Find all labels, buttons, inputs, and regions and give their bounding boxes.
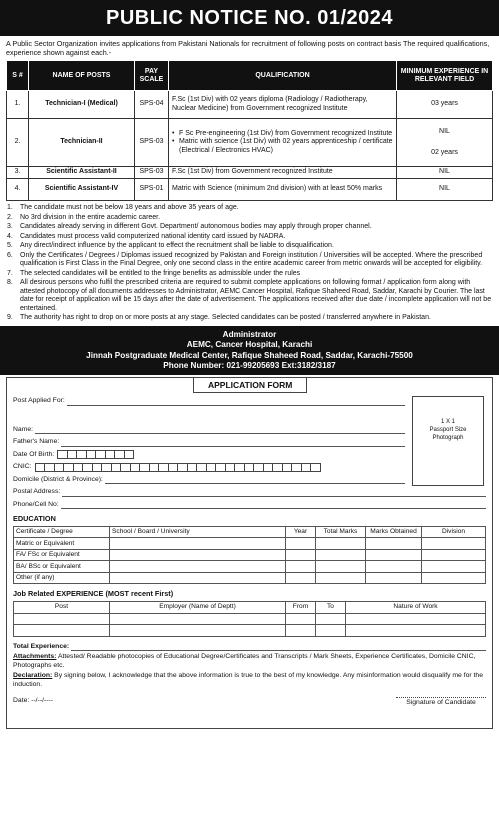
domicile-field[interactable]: Domicile (District & Province): <box>13 472 405 485</box>
table-row <box>7 167 493 179</box>
row-scale: SPS-03 <box>135 167 169 179</box>
experience-option: 02 years <box>431 148 458 156</box>
notice-intro: A Public Sector Organization invites applications from Pakistani Nationals for recruitment of following posts on contract basis The required qualifications, experience shown against each.- <box>6 39 490 57</box>
list-item: 7. The selected candidates will be entitled to the fringe benefits as admissible under the rules <box>7 269 301 277</box>
qualification-option: • F Sc Pre-engineering (1st Div) from Government recognized Institute <box>172 130 393 138</box>
col-scale: PAY SCALE <box>135 61 169 91</box>
cnic-boxes[interactable] <box>35 463 320 472</box>
list-item: 1. The candidate must not be below 18 years and above 35 years of age. <box>7 204 239 211</box>
list-item: 3. Candidates already serving in different Govt. Department/ autonomous bodies may apply through proper channel. <box>7 223 372 231</box>
qualification-option: • Matric with science (1st Div) with 02 years apprenticeship / certificate (Electrical / Electronics HVAC) <box>172 138 393 155</box>
contact-block <box>0 326 499 375</box>
list-item: 5. Any direct/indirect influence by the applicant to effect the recruitment shall be liable to disqualification. <box>7 242 334 250</box>
row-post-name: Technician-II <box>29 119 135 167</box>
signature-row <box>13 697 486 707</box>
contact-org: AEMC, Cancer Hospital, Karachi <box>186 340 313 350</box>
list-item: 8. All desirous persons who fulfil the prescribed criteria are required to submit complete applications on following format / application form along with attested photocopy of all documents addresses to Administrator, AEMC Cancer Hospital, Rafique Shaheed Road, Saddar, Karachi by Courier. The last date for receipt of application will be 15 days after the date of advertisement. The applications received after due date / incomplete application will not be entertained. <box>7 279 492 312</box>
list-item: 9. The authority has right to drop on or more posts at any stage. Selected candidates can be posted / transferred anywhere in Pakistan. <box>7 314 431 322</box>
row-sno: 3. <box>7 167 29 179</box>
form-title: APPLICATION FORM <box>193 378 307 393</box>
cnic-field[interactable]: CNIC: <box>13 459 405 472</box>
table-row: Post Employer (Name of Deptt) From To Nature of Work <box>14 602 486 614</box>
table-row <box>7 119 493 167</box>
date-field[interactable]: Date: --/--/---- <box>13 697 54 705</box>
row-scale: SPS-01 <box>135 179 169 201</box>
row-qualification <box>169 119 397 167</box>
education-heading: EDUCATION <box>13 514 56 524</box>
contact-phone: Phone Number: 021-99205693 Ext:3182/3187 <box>163 361 336 371</box>
postal-address-field[interactable]: Postal Address: <box>13 484 486 497</box>
declaration-note: Declaration: By signing below, I acknowledge that the above information is true to the best of my knowledge. Any misinformation would disqualify me for the induction. <box>13 672 483 688</box>
table-row[interactable]: Other (if any) <box>14 572 486 584</box>
list-item: 4. Candidates must process valid computerized national identity card issued by NADRA. <box>7 232 286 240</box>
name-field[interactable]: Name: <box>13 422 405 435</box>
table-row[interactable]: BA/ BSc or Equivalent <box>14 561 486 573</box>
experience-table <box>13 601 486 637</box>
father-name-field[interactable]: Father's Name: <box>13 434 405 447</box>
table-row <box>7 179 493 201</box>
row-sno: 2. <box>7 119 29 167</box>
list-item: 2. No 3rd division in the entire academic career. <box>7 213 161 221</box>
contact-address: Jinnah Postgraduate Medical Center, Rafique Shaheed Road, Saddar, Karachi-75500 <box>86 350 413 360</box>
row-experience: NIL <box>397 167 493 179</box>
total-experience-field[interactable]: Total Experience: <box>13 639 486 652</box>
notice-title: PUBLIC NOTICE NO. 01/2024 <box>0 0 499 36</box>
table-row[interactable] <box>14 613 486 625</box>
posts-table-header <box>7 61 493 91</box>
row-sno: 4. <box>7 179 29 201</box>
table-row[interactable]: Matric or Equivalent <box>14 538 486 550</box>
posts-table <box>6 60 493 201</box>
row-post-name: Scientific Assistant-IV <box>29 179 135 201</box>
dob-field[interactable]: Date Of Birth: <box>13 447 405 460</box>
phone-field[interactable]: Phone/Cell No: <box>13 497 486 510</box>
row-qualification: Matric with Science (minimum 2nd division) with at least 50% marks <box>169 179 397 201</box>
education-table <box>13 526 486 585</box>
photo-box: 1 X 1 Passport Size Photograph <box>412 396 484 486</box>
attachments-note: Attachments: Attested/ Readable photocopies of Educational Degree/Certificates and Transcripts / Mark Sheets, Experience Certificates, Domicile CNIC, Photographs etc. <box>13 653 476 669</box>
col-name: NAME OF POSTS <box>29 61 135 91</box>
row-qualification: F.Sc (1st Div) from Government recognized Institute <box>169 167 397 179</box>
terms-list <box>6 204 493 323</box>
col-qualification: QUALIFICATION <box>169 61 397 91</box>
row-sno: 1. <box>7 91 29 119</box>
row-post-name: Technician-I (Medical) <box>29 91 135 119</box>
application-form <box>6 377 493 729</box>
signature-field[interactable]: Signature of Candidate <box>396 697 486 707</box>
experience-heading: Job Related EXPERIENCE (MOST recent First) <box>13 589 174 599</box>
col-experience: MINIMUM EXPERIENCE IN RELEVANT FIELD <box>397 61 493 91</box>
table-row: Certificate / Degree School / Board / University Year Total Marks Marks Obtained Division <box>14 526 486 538</box>
row-experience <box>397 119 493 167</box>
row-experience: NIL <box>397 179 493 201</box>
table-row <box>7 91 493 119</box>
row-scale: SPS-04 <box>135 91 169 119</box>
row-qualification: F.Sc (1st Div) with 02 years diploma (Radiology / Radiotherapy, Nuclear Medicine) from Government recognized Institute <box>169 91 397 119</box>
post-applied-field[interactable]: Post Applied For: <box>13 393 405 406</box>
table-row[interactable]: FA/ FSc or Equivalent <box>14 549 486 561</box>
experience-option: NIL <box>439 128 450 136</box>
dob-boxes[interactable] <box>57 450 133 459</box>
table-row[interactable] <box>14 625 486 637</box>
row-experience: 03 years <box>397 91 493 119</box>
row-scale: SPS-03 <box>135 119 169 167</box>
col-sno: S # <box>7 61 29 91</box>
contact-title: Administrator <box>222 329 277 339</box>
list-item: 6. Only the Certificates / Degrees / Diplomas issued recognized by Pakistan and Foreign institution / Universities will be accepted. Where the prescribed qualification is First Class in the Final Degree, only one second class in the entire academic career from metric onwards will be accepted for eligibility. <box>7 251 483 268</box>
row-post-name: Scientific Assistant-II <box>29 167 135 179</box>
